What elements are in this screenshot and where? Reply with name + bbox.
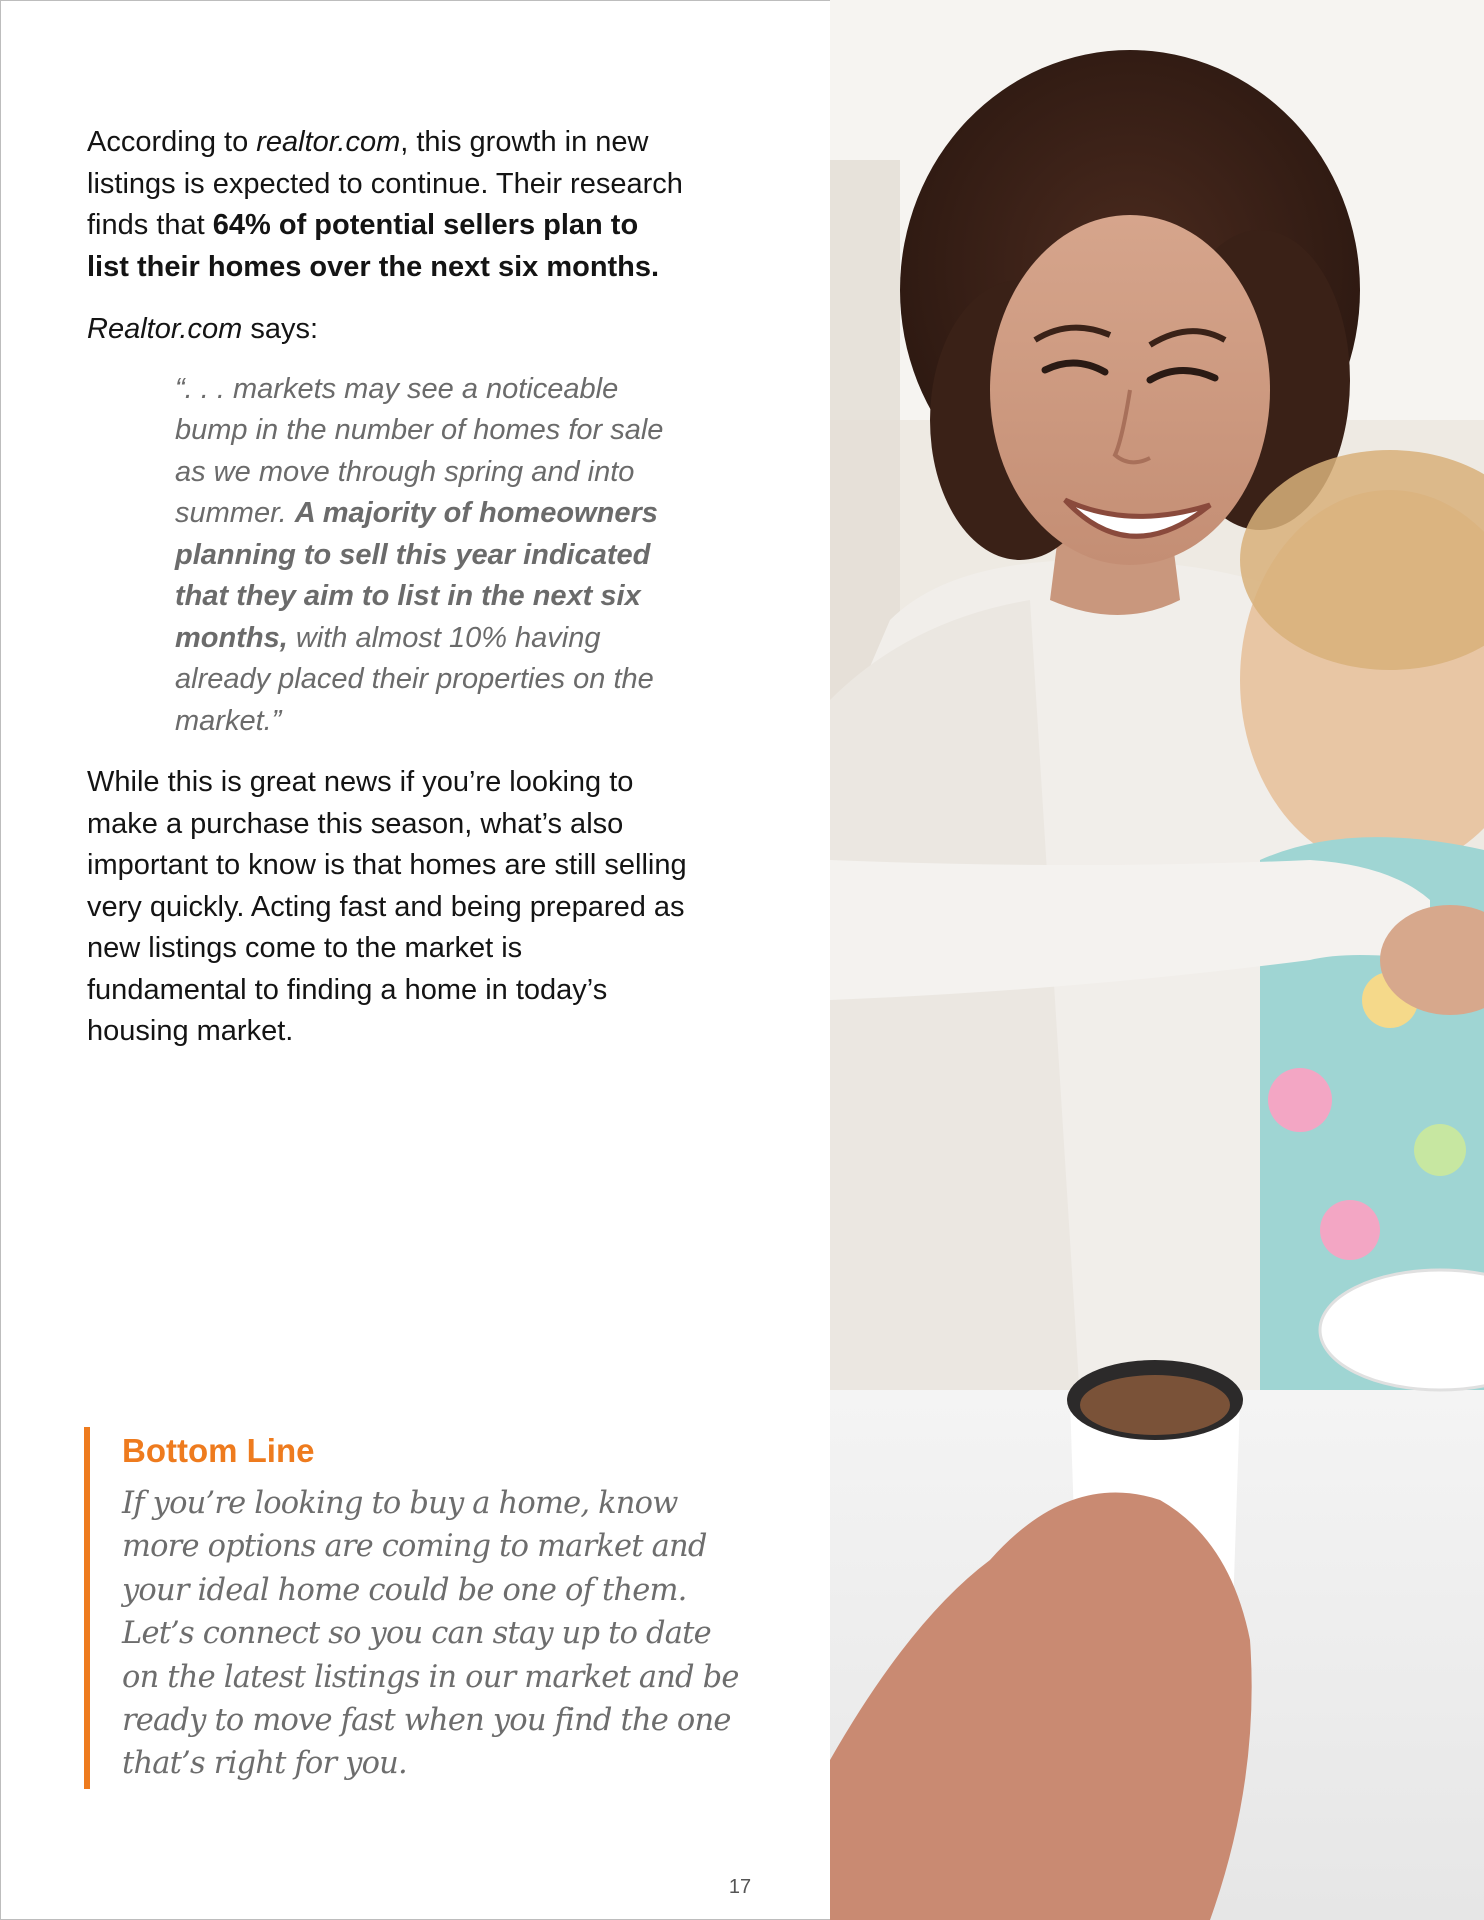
intro-source: realtor.com (256, 126, 401, 158)
photo-woman-and-child-icon (830, 0, 1484, 1920)
bottom-line-text: If you’re looking to buy a home, know more options are coming to market and your ideal home could be one of them. Let’s connect so you can stay up to date on the latest listings in our market and be ready to move fast when you find the one that’s right for you. (122, 1486, 739, 1782)
intro-text-middle: , this growth in new listings is expected to continue. Their research finds that (87, 126, 683, 241)
intro-paragraph (87, 122, 687, 288)
bottom-line-title: Bottom Line (122, 1432, 315, 1469)
quote-highlight: A majority of homeowners planning to sell this year indicated that they aim to list in the next six months, (175, 497, 658, 654)
article-body (87, 122, 687, 1053)
blockquote (175, 369, 695, 743)
bottom-line-box (84, 1427, 750, 1789)
photo-illustration (830, 0, 1484, 1920)
intro-text-start: According to (87, 126, 257, 158)
page-number: 17 (728, 1876, 752, 1898)
quote-text-start: “. . . markets may see a noticeable bump in the number of homes for sale as we move through spring and into summer. (175, 372, 664, 529)
quote-text-end: with almost 10% having already placed their properties on the market.” (175, 621, 654, 737)
says-line (87, 309, 687, 351)
closing-paragraph: While this is great news if you’re looking to make a purchase this season, what’s also important to know is that homes are still selling very quickly. Acting fast and being prepared as new listings come to the market is fundamental to finding a home in today’s housing market. (87, 766, 687, 1047)
says-text: says: (242, 313, 319, 345)
says-source: Realtor.com (87, 313, 243, 345)
intro-highlight: 64% of potential sellers plan to list their homes over the next six months. (87, 209, 660, 283)
